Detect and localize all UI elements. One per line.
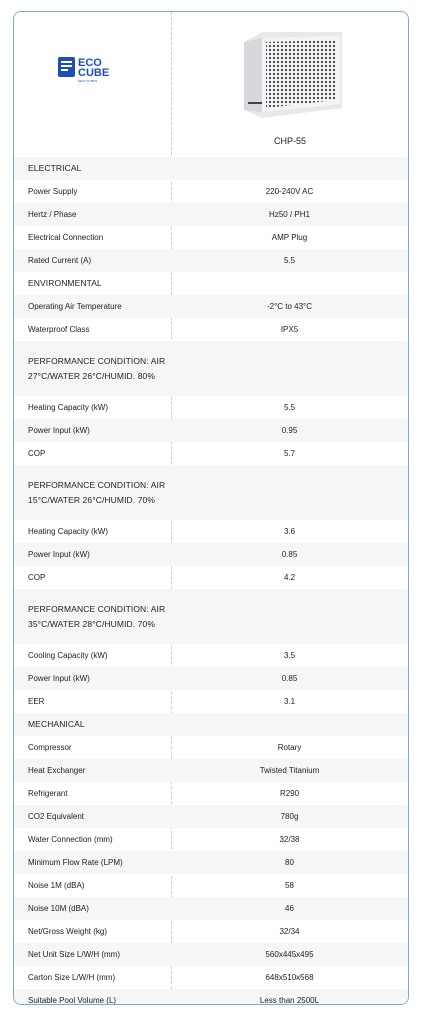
row-value: Less than 2500L [259,996,320,1005]
table-row [14,782,408,805]
row-value: 220-240V AC [265,187,314,196]
row-value: Hz50 / PH1 [269,210,310,219]
row-label: Carton Size L/W/H (mm) [28,973,116,982]
row-label: Power Input (kW) [28,550,90,559]
table-row [14,851,408,874]
row-label: Waterproof Class [28,325,90,334]
row-value: Twisted Titanium [259,766,320,775]
section-row [14,157,408,180]
ecocube-logo [58,55,138,87]
table-row [14,566,408,589]
row-label: EER [28,697,45,706]
row-label: ENVIRONMENTAL [28,278,102,288]
table-row [14,736,408,759]
row-label: PERFORMANCE CONDITION: AIR 27°C/WATER 26°C/HUMID. 80% [28,355,166,381]
section-row [14,465,408,520]
table-row [14,295,408,318]
table-row [14,520,408,543]
row-label: Power Input (kW) [28,426,90,435]
row-label: Electrical Connection [28,233,104,242]
section-row [14,589,408,644]
row-value: 0.85 [281,674,298,683]
table-row [14,920,408,943]
row-label: Heating Capacity (kW) [28,403,109,412]
table-row [14,543,408,566]
table-row [14,943,408,966]
table-row [14,897,408,920]
spec-header [14,12,408,157]
spec-card [13,11,409,1005]
row-label: MECHANICAL [28,719,85,729]
row-label: Power Input (kW) [28,674,90,683]
heat-pump-image [236,28,346,124]
row-value: 5.5 [283,256,296,265]
row-value: R290 [279,789,300,798]
row-value: 648x510x568 [265,973,314,982]
table-row [14,249,408,272]
row-label: PERFORMANCE CONDITION: AIR 15°C/WATER 26°C/HUMID. 70% [28,479,166,505]
row-value: 32/34 [279,927,300,936]
table-row [14,759,408,782]
row-label: Net Unit Size L/W/H (mm) [28,950,121,959]
row-label: Hertz / Phase [28,210,77,219]
row-value: 560x445x495 [265,950,314,959]
row-label: Operating Air Temperature [28,302,122,311]
row-label: Cooling Capacity (kW) [28,651,108,660]
row-label: Heat Exchanger [28,766,86,775]
row-label: Power Supply [28,187,78,196]
table-row [14,690,408,713]
row-value: 3.1 [283,697,296,706]
section-row [14,272,408,295]
model-name: CHP-55 [273,136,306,146]
table-row [14,318,408,341]
row-label: Minimum Flow Rate (LPM) [28,858,123,867]
row-label: Refrigerant [28,789,68,798]
table-row [14,419,408,442]
row-label: Net/Gross Weight (kg) [28,927,107,936]
table-row [14,667,408,690]
row-label: Compressor [28,743,72,752]
row-label: Water Connection (mm) [28,835,113,844]
table-row [14,644,408,667]
row-value: 58 [285,881,294,890]
logo-cube: CUBE [78,67,110,79]
row-label: COP [28,449,46,458]
row-label: PERFORMANCE CONDITION: AIR 35°C/WATER 28°C/HUMID. 70% [28,603,166,629]
row-label: Heating Capacity (kW) [28,527,109,536]
logo-eco: ECO [78,57,102,69]
row-value: 780g [280,812,299,821]
row-label: CO2 Equivalent [28,812,85,821]
row-value: AMP Plug [271,233,308,242]
row-value: 4.2 [283,573,296,582]
row-label: Rated Current (A) [28,256,92,265]
table-row [14,226,408,249]
table-row [14,828,408,851]
row-label: Noise 10M (dBA) [28,904,89,913]
row-label: ELECTRICAL [28,163,82,173]
table-row [14,442,408,465]
row-value: 5.7 [283,449,296,458]
row-value: 32/38 [279,835,300,844]
row-label: COP [28,573,46,582]
spec-table [14,157,408,1005]
table-row [14,396,408,419]
table-row [14,203,408,226]
section-row [14,341,408,396]
section-row [14,713,408,736]
table-row [14,874,408,897]
logo-tag: HEAT PUMPS [78,79,98,83]
row-value: -2°C to 43°C [266,302,313,311]
table-row [14,805,408,828]
row-value: Rotary [277,743,302,752]
table-row [14,989,408,1005]
row-label: Noise 1M (dBA) [28,881,85,890]
row-value: 46 [285,904,294,913]
row-value: 0.95 [281,426,298,435]
row-value: 3.6 [283,527,296,536]
table-row [14,966,408,989]
table-row [14,180,408,203]
row-value: 5.5 [283,403,296,412]
row-value: 3.5 [283,651,296,660]
row-value: IPX5 [280,325,299,334]
row-value: 80 [285,858,294,867]
row-label: Suitable Pool Volume (L) [28,996,117,1005]
row-value: 0.85 [281,550,298,559]
